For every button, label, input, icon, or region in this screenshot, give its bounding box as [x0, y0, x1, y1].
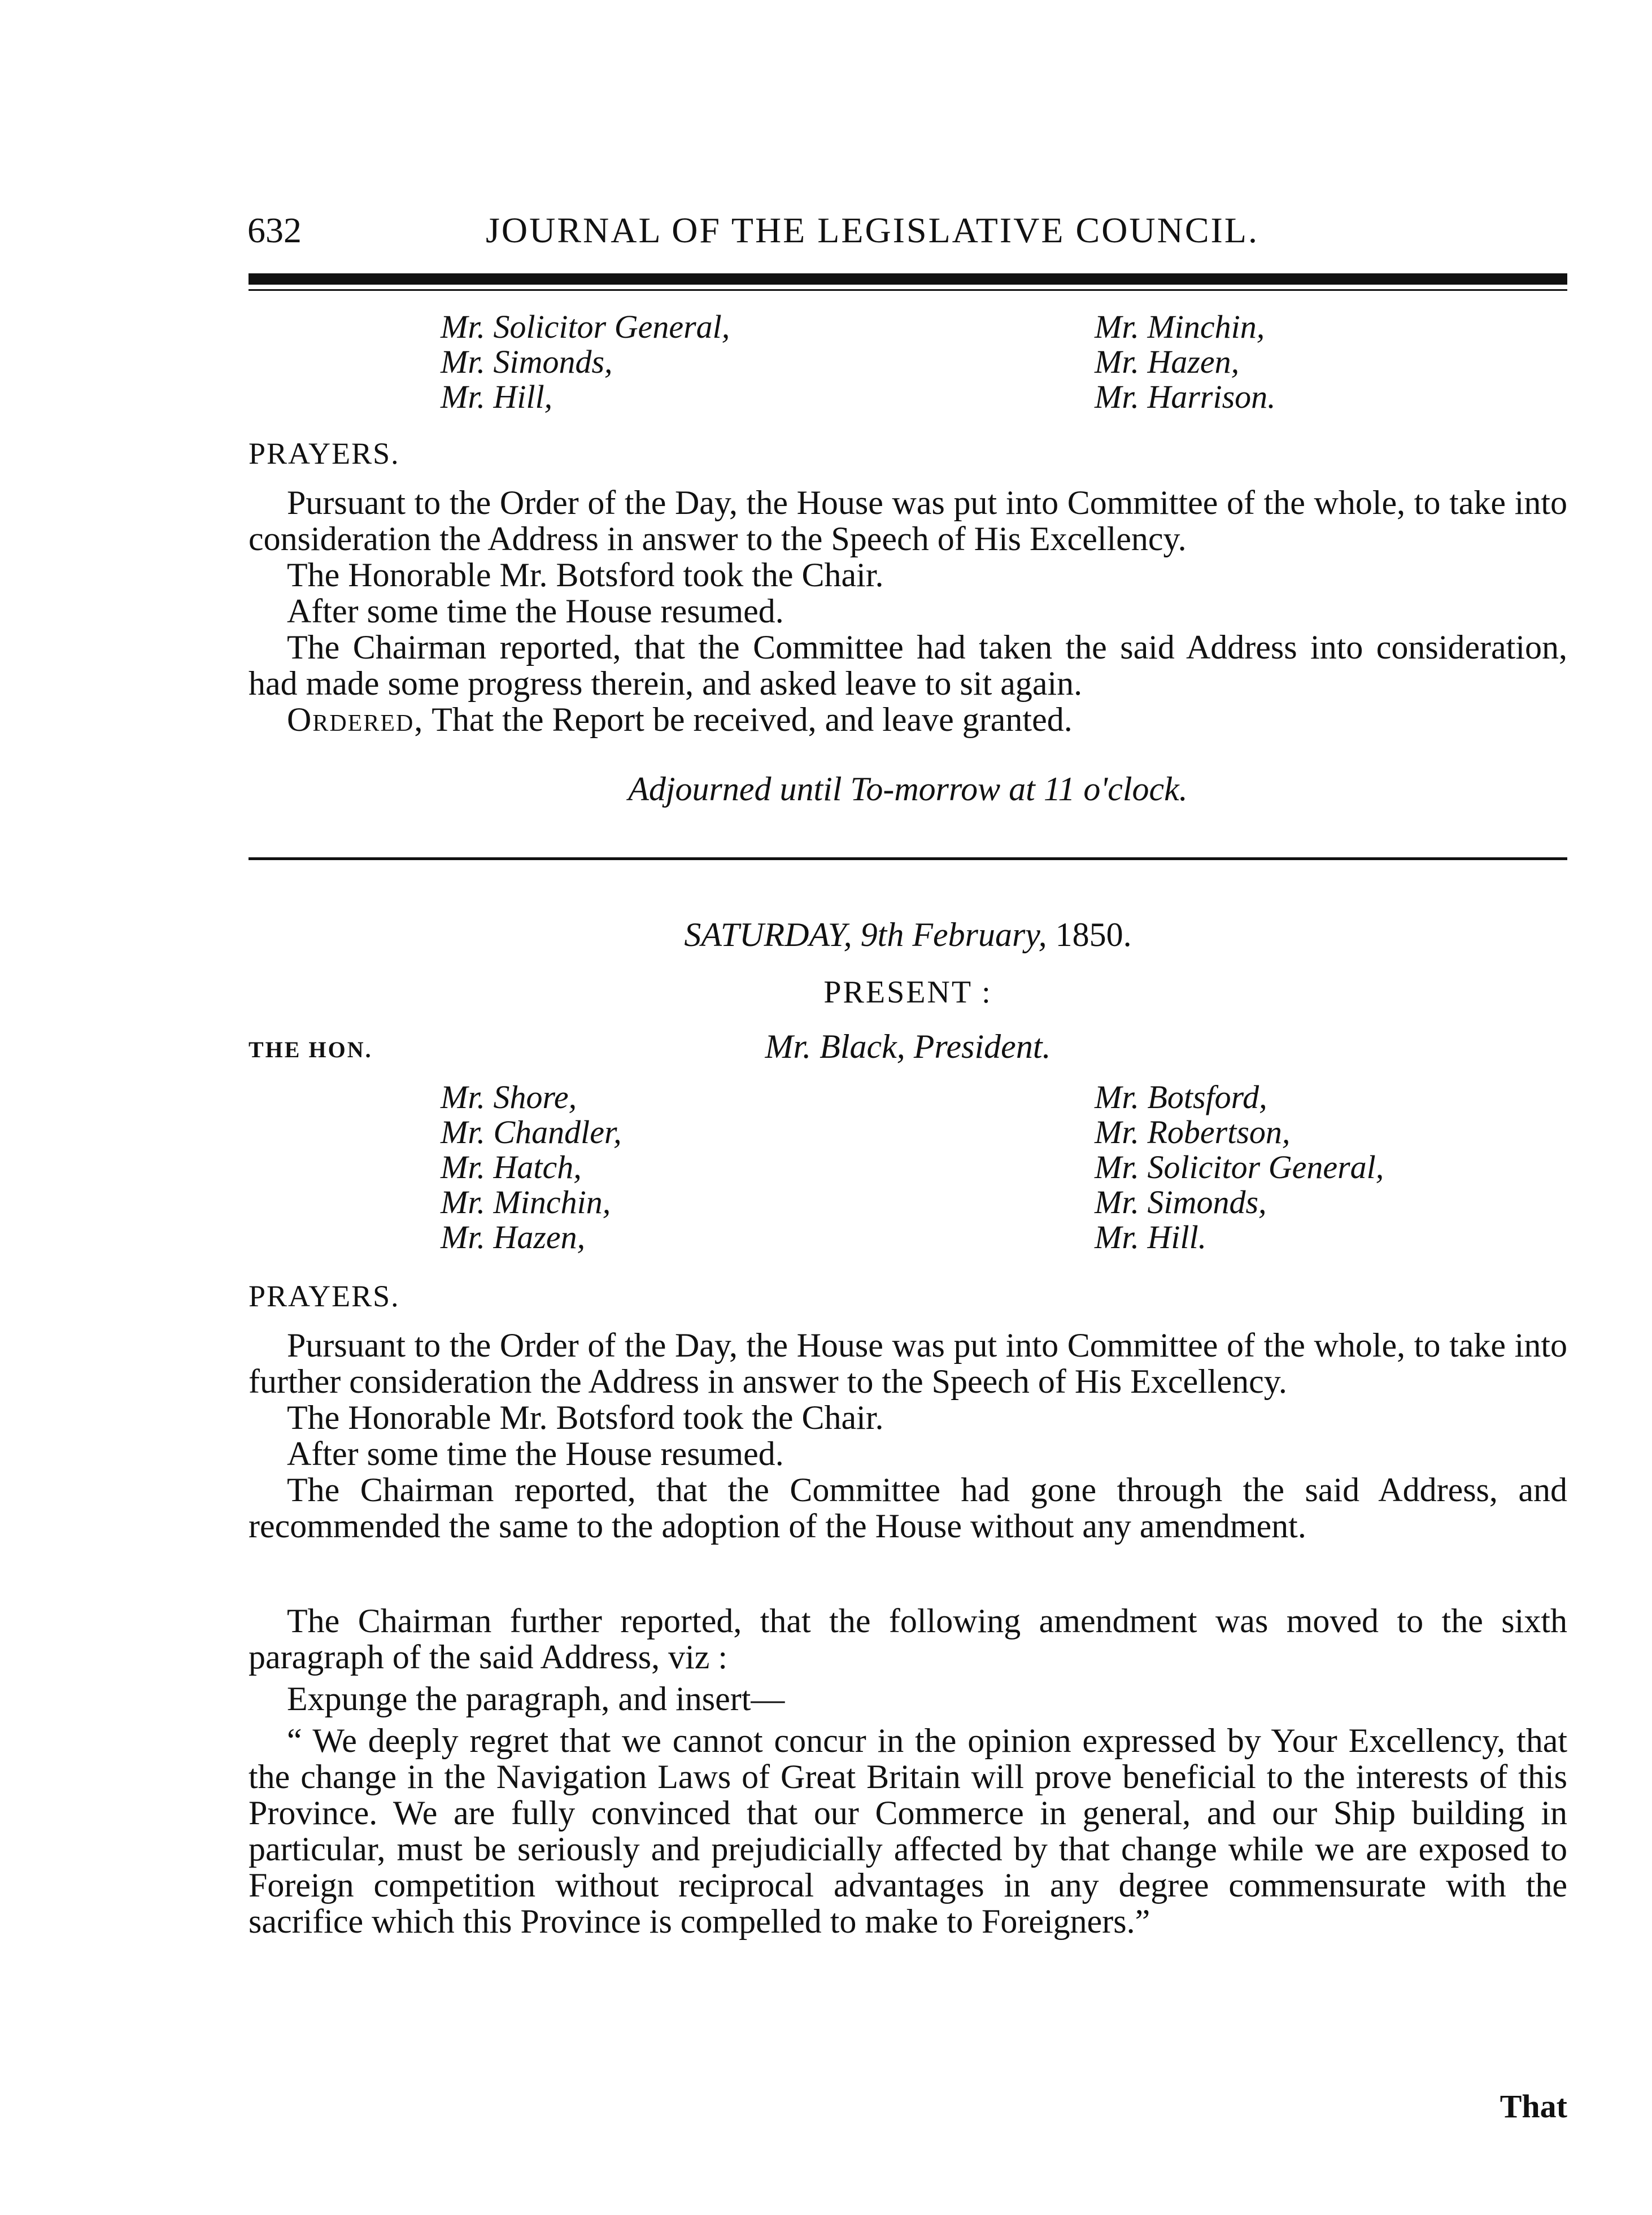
proceedings-paragraph: After some time the House resumed.: [287, 592, 784, 630]
member-name: Mr. Hatch,: [441, 1149, 582, 1185]
member-name: Mr. Chandler,: [441, 1114, 622, 1150]
first-day-members-right: [1095, 309, 1276, 415]
prayers-label: PRAYERS.: [249, 1279, 400, 1313]
president-line: Mr. Black, President.: [765, 1028, 1051, 1065]
member-name: Mr. Harrison.: [1095, 378, 1276, 415]
member-name: Mr. Simonds,: [441, 343, 613, 380]
member-name: Mr. Simonds,: [1095, 1184, 1267, 1220]
ordered-label: Ordered,: [287, 701, 424, 738]
member-name: Mr. Shore,: [441, 1079, 577, 1115]
amendment-section: [249, 1603, 1567, 1939]
member-name: Mr. Hazen,: [441, 1219, 586, 1255]
member-name: Mr. Hill,: [441, 378, 553, 415]
catchword: That: [1500, 2088, 1567, 2125]
second-day-members-left: [441, 1080, 622, 1255]
ordered-text: That the Report be received, and leave granted.: [424, 701, 1073, 738]
ordered-paragraph: [249, 701, 1567, 738]
adjournment-line: Adjourned until To-morrow at 11 o'clock.: [628, 770, 1188, 808]
header-rule-thin: [249, 289, 1567, 291]
proceedings-paragraph: Pursuant to the Order of the Day, the House was put into Committee of the whole, to take into consideration the Address in answer to the Speech of His Excellency.: [249, 484, 1567, 557]
second-day-proceedings: [249, 1327, 1567, 1544]
member-name: Mr. Minchin,: [441, 1184, 611, 1220]
second-day-members-right: [1095, 1080, 1384, 1255]
expunge-instruction: Expunge the paragraph, and insert—: [287, 1680, 785, 1717]
member-name: Mr. Robertson,: [1095, 1114, 1291, 1150]
prayers-label: PRAYERS.: [249, 437, 400, 470]
running-head: JOURNAL OF THE LEGISLATIVE COUNCIL.: [486, 210, 1259, 250]
date-year: 1850.: [1055, 916, 1132, 953]
present-label: PRESENT :: [823, 975, 992, 1010]
date-day: 9th February,: [860, 916, 1047, 953]
proceedings-paragraph: Pursuant to the Order of the Day, the House was put into Committee of the whole, to take into further consideration the Address in answer to the Speech of His Excellency.: [249, 1327, 1567, 1400]
amendment-quotation: “ We deeply regret that we cannot concur in the opinion expressed by Your Excellency, that the change in the Navigation Laws of Great Britain will prove beneficial to the interests of this Province. We are fully convinced that our Commerce in general, and our Ship building in particular, must be seriously and prejudicially affected by that change while we are exposed to Foreign competition without reciprocal advantages in any degree commensurate with the sacrifice which this Province is compelled to make to Foreigners.”: [249, 1722, 1567, 1940]
proceedings-paragraph: The Honorable Mr. Botsford took the Chair.: [287, 1399, 884, 1436]
date-weekday: SATURDAY,: [684, 916, 852, 953]
session-date: [249, 914, 1567, 956]
member-name: Mr. Hazen,: [1095, 343, 1240, 380]
page-number: 632: [247, 210, 302, 250]
header-rule-thick: [249, 273, 1567, 285]
proceedings-paragraph: The Honorable Mr. Botsford took the Chair.: [287, 556, 884, 594]
the-hon-label: THE HON.: [249, 1037, 373, 1062]
member-name: Mr. Solicitor General,: [441, 308, 730, 345]
amendment-report-paragraph: The Chairman further reported, that the following amendment was moved to the sixth paragraph of the said Address, viz :: [249, 1602, 1567, 1676]
proceedings-paragraph: After some time the House resumed.: [287, 1435, 784, 1472]
member-name: Mr. Solicitor General,: [1095, 1149, 1384, 1185]
proceedings-paragraph: The Chairman reported, that the Committee had gone through the said Address, and recommended the same to the adoption of the House without any amendment.: [249, 1471, 1567, 1545]
proceedings-paragraph: The Chairman reported, that the Committee had taken the said Address into consideration, had made some progress therein, and asked leave to sit again.: [249, 629, 1567, 702]
first-day-proceedings: [249, 485, 1567, 738]
first-day-members-left: [441, 309, 730, 415]
member-name: Mr. Botsford,: [1095, 1079, 1267, 1115]
day-separator-rule: [249, 857, 1567, 860]
member-name: Mr. Hill.: [1095, 1219, 1207, 1255]
member-name: Mr. Minchin,: [1095, 308, 1265, 345]
